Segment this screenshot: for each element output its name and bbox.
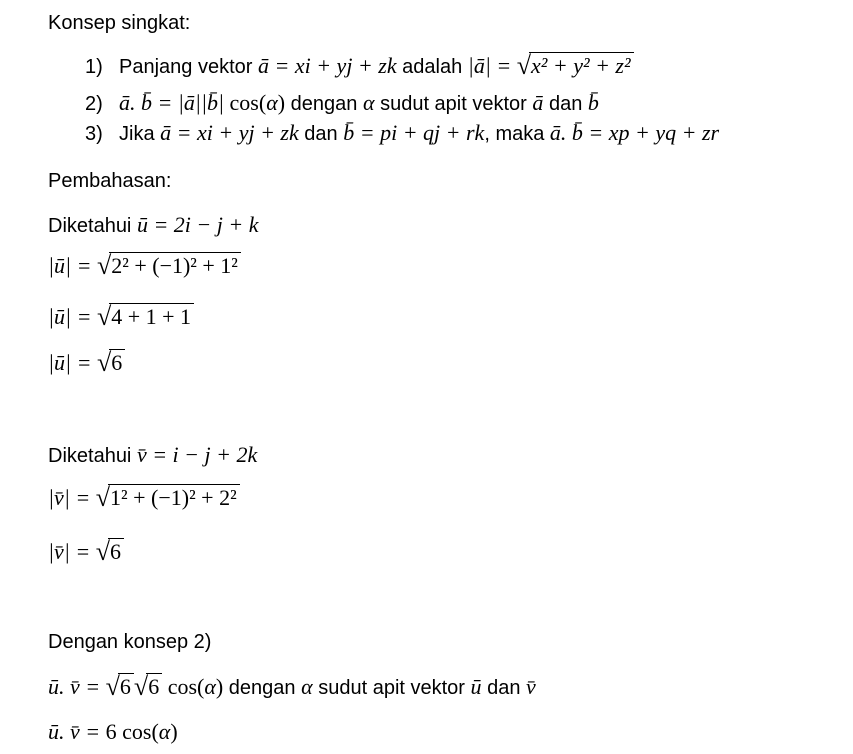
math-segment: b̄ = pi + qj + rk — [343, 120, 485, 145]
heading-dengan-konsep-text: Dengan konsep 2) — [48, 631, 212, 653]
sqrt-expression — [105, 672, 134, 701]
math-segment: |v̄| = — [48, 485, 96, 510]
sqrt-radicand: 6 — [146, 673, 162, 700]
radical-sign-icon: √ — [516, 51, 532, 80]
radical-sign-icon: √ — [96, 348, 112, 377]
sqrt-radicand: x² + y² + z² — [529, 52, 634, 79]
heading-dengan-konsep — [48, 629, 211, 656]
math-segment: b̄ — [587, 90, 599, 115]
math-alpha: α — [158, 719, 171, 744]
heading-pembahasan — [48, 168, 171, 195]
heading-konsep-text: Konsep singkat: — [48, 12, 191, 34]
text-segment: dan — [481, 677, 527, 699]
radical-sign-icon: √ — [96, 302, 112, 331]
list-number-1: 1) — [85, 56, 103, 78]
list-number-2: 2) — [85, 93, 103, 115]
radical-sign-icon: √ — [95, 483, 110, 512]
text-segment: dengan — [285, 93, 363, 115]
math-segment: ū — [470, 674, 482, 699]
sqrt-expression — [133, 672, 162, 701]
v-magnitude-line-2 — [48, 538, 124, 567]
math-segment: ū. v̄ = — [48, 674, 106, 699]
sqrt-expression — [96, 251, 241, 280]
text-segment: dengan — [223, 677, 302, 699]
text-segment: adalah — [396, 56, 468, 78]
text-segment: , maka — [484, 123, 550, 145]
text-segment: Panjang vektor — [119, 56, 258, 78]
sqrt-radicand: 4 + 1 + 1 — [109, 303, 194, 330]
math-segment: |ā| = — [467, 53, 517, 78]
diketahui-v-line — [48, 441, 257, 470]
dot-product-line-1 — [48, 673, 536, 702]
math-function: cos( — [122, 719, 159, 744]
text-segment: sudut apit vektor — [374, 93, 533, 115]
sqrt-expression — [96, 302, 194, 331]
list-item-2 — [85, 89, 599, 118]
math-segment: |ū| = — [48, 304, 97, 329]
math-segment: ā. b̄ = xp + yq + zr — [549, 120, 720, 145]
sqrt-radicand: 1² + (−1)² + 2² — [108, 484, 240, 511]
radical-sign-icon: √ — [133, 672, 149, 701]
math-segment: ā — [532, 90, 544, 115]
text-segment: Diketahui — [48, 215, 137, 237]
text-segment: Diketahui — [48, 445, 137, 467]
math-segment: ū = 2i − j + k — [136, 212, 259, 237]
math-alpha: α — [301, 674, 313, 699]
math-segment: |v̄| = — [48, 539, 96, 564]
list-number-3: 3) — [85, 123, 103, 145]
math-alpha: α — [266, 90, 278, 115]
sqrt-expression — [95, 483, 240, 512]
radical-sign-icon: √ — [105, 672, 120, 701]
math-paren: ) — [215, 674, 224, 699]
math-segment: |ū| = — [48, 253, 97, 278]
math-alpha: α — [204, 674, 216, 699]
sqrt-expression — [96, 348, 125, 377]
math-paren: ) — [277, 90, 286, 115]
list-item-1 — [85, 52, 634, 81]
diketahui-u-line — [48, 211, 258, 240]
math-segment: |ū| = — [48, 350, 97, 375]
dot-product-line-2 — [48, 718, 178, 747]
math-segment: ā = xi + yj + zk — [160, 120, 299, 145]
radical-sign-icon: √ — [96, 251, 112, 280]
math-paren: ) — [170, 719, 178, 744]
sqrt-radicand: 6 — [108, 538, 124, 565]
math-segment: ā = xi + yj + zk — [257, 53, 397, 78]
math-function: cos( — [162, 674, 205, 699]
math-segment: v̄ = i − j + 2k — [136, 442, 258, 467]
math-function: cos( — [229, 90, 267, 115]
u-magnitude-line-2 — [48, 303, 194, 332]
math-segment: ū. v̄ = — [48, 719, 106, 744]
math-segment: ā. b̄ = |ā||b̄| — [119, 90, 230, 115]
heading-pembahasan-text: Pembahasan: — [48, 170, 172, 192]
radical-sign-icon: √ — [95, 537, 110, 566]
sqrt-radicand: 2² + (−1)² + 1² — [109, 252, 241, 279]
text-segment: Jika — [119, 123, 161, 145]
math-alpha: α — [362, 90, 375, 115]
sqrt-radicand: 6 — [109, 349, 125, 376]
math-segment: v̄ — [526, 674, 536, 699]
sqrt-radicand: 6 — [118, 673, 134, 700]
u-magnitude-line-1 — [48, 252, 241, 281]
list-item-3 — [85, 119, 719, 148]
text-segment: sudut apit vektor — [312, 677, 471, 699]
heading-konsep — [48, 10, 190, 37]
math-number: 6 — [105, 719, 123, 744]
sqrt-expression — [516, 51, 634, 80]
text-segment: dan — [298, 123, 344, 145]
u-magnitude-line-3 — [48, 349, 125, 378]
v-magnitude-line-1 — [48, 484, 240, 513]
text-segment: dan — [543, 93, 588, 115]
sqrt-expression — [95, 537, 124, 566]
